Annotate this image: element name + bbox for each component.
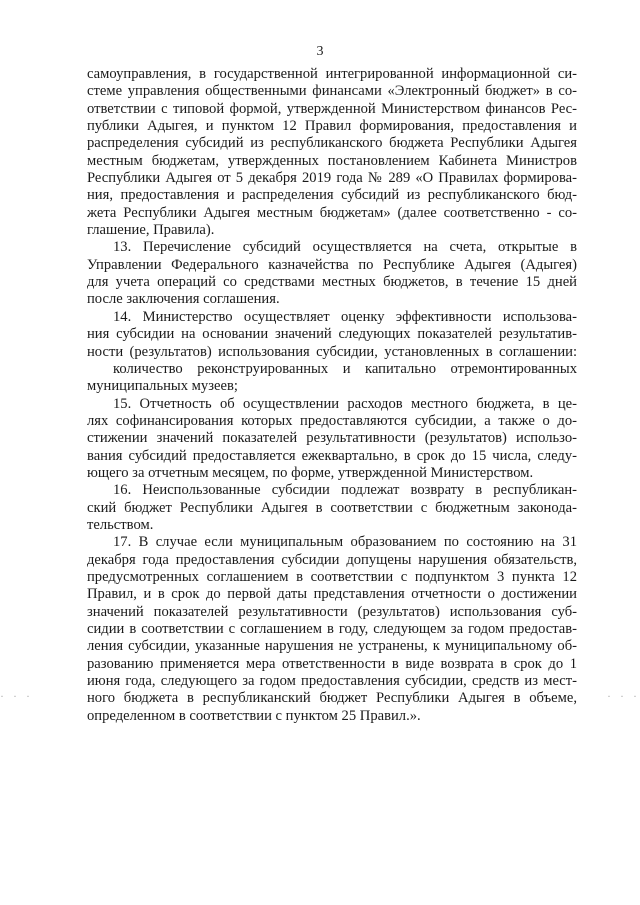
text-line: предусмотренных соглашением в соответствии с подпунктом 3 пункта 12: [87, 568, 577, 585]
text-line: ответствии с типовой формой, утвержденной Министерством финансов Рес-: [87, 100, 577, 117]
scan-edge-mark: · · ·: [0, 689, 33, 703]
text-line: 15. Отчетность об осуществлении расходов местного бюджета, в це-: [113, 395, 577, 412]
text-line: ления субсидии, указанные нарушения не устранены, к муниципальному об-: [87, 638, 577, 655]
text-line: жета Республики Адыгея местным бюджетам» (далее соответственно - со-: [87, 204, 577, 221]
text-line: количество реконструированных и капитально отремонтированных: [113, 360, 577, 377]
text-line: стижении значений показателей результативности (результатов) использо-: [87, 430, 577, 447]
text-line: тельством.: [87, 516, 154, 533]
text-line: 14. Министерство осуществляет оценку эффективности использова-: [113, 308, 577, 325]
text-line: ский бюджет Республики Адыгея в соответствии с бюджетным законода-: [87, 499, 577, 516]
text-line: ности (результатов) использования субсидии, установленных в соглашении:: [87, 343, 577, 360]
text-line: самоуправления, в государственной интегрированной информационной си-: [87, 66, 577, 82]
text-line: 16. Неиспользованные субсидии подлежат возврату в республикан-: [113, 482, 577, 499]
text-line: сидии в соответствии с соглашением в году, следующем за годом предостав-: [87, 621, 577, 637]
paragraph-item-14: [87, 309, 577, 361]
text-line: декабря года предоставления субсидии допущены нарушения обязательств,: [87, 551, 577, 568]
text-line: для учета операций со средствами местных бюджетов, в течение 15 дней: [87, 274, 577, 291]
text-line: июня года, следующего за годом предоставления субсидии, средств из мест-: [87, 673, 577, 690]
paragraph-item-16: [87, 482, 577, 534]
text-line: стеме управления общественными финансами «Электронный бюджет» в со-: [87, 83, 577, 100]
text-line: вания субсидий предоставляется ежеквартально, в срок до 15 числа, следу-: [87, 447, 577, 464]
text-line: лях софинансирования которых предоставляются субсидии, а также о до-: [87, 412, 577, 429]
text-line: определенном в соответствии с пунктом 25 Правил.».: [87, 707, 421, 724]
text-line: ного бюджета в республиканский бюджет Республики Адыгея в объеме,: [87, 690, 577, 707]
page-number: 3: [316, 44, 324, 59]
document-body: [87, 66, 577, 725]
text-line: ющего за отчетным месяцем, по форме, утвержденной Министерством.: [87, 464, 534, 481]
text-line: ния субсидии на основании значений следующих показателей результатив-: [87, 326, 577, 343]
paragraph-item-17: [87, 534, 577, 725]
text-line: значений показателей результативности (результатов) использования суб-: [87, 603, 577, 620]
text-line: публики Адыгея, и пунктом 12 Правил формирования, предоставления и: [87, 118, 577, 135]
paragraph-item-14-indicator: [87, 361, 577, 396]
text-line: Управлении Федерального казначейства по Республике Адыгея (Адыгея): [87, 256, 577, 273]
text-line: 17. В случае если муниципальным образованием по состоянию на 31: [113, 534, 577, 551]
text-line: разованию применяется мера ответственности в виде возврата в срок до 1: [87, 655, 577, 672]
text-line: муниципальных музеев;: [87, 378, 238, 395]
text-line: глашение, Правила).: [87, 222, 215, 239]
text-line: 13. Перечисление субсидий осуществляется на счета, открытые в: [113, 239, 577, 256]
text-line: ния, предоставления и распределения субсидий из республиканского бюд-: [87, 187, 577, 204]
paragraph-continuation: [87, 66, 577, 239]
text-line: распределения субсидий из республиканского бюджета Республики Адыгея: [87, 135, 577, 152]
paragraph-item-15: [87, 396, 577, 483]
text-line: Республики Адыгея от 5 декабря 2019 года № 289 «О Правилах формирова-: [87, 170, 577, 187]
text-line: Правил, и в срок до первой даты представления отчетности о достижении: [87, 586, 577, 603]
text-line: местным бюджетам, утвержденных постановлением Кабинета Министров: [87, 152, 577, 169]
scan-edge-mark: · · ·: [607, 689, 640, 703]
text-line: после заключения соглашения.: [87, 291, 280, 308]
paragraph-item-13: [87, 239, 577, 308]
